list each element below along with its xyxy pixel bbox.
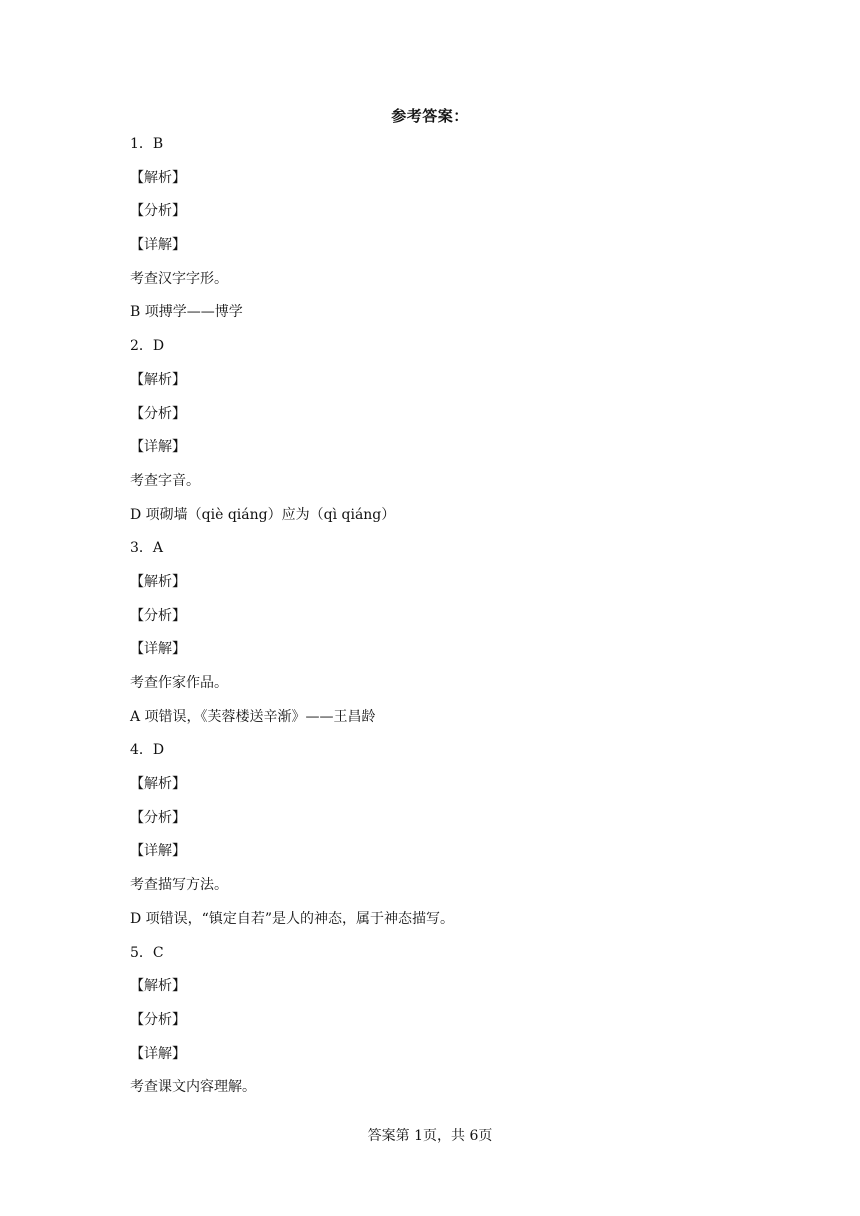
answer-2-topic: 考查字音。 [130,472,200,489]
answer-4-explanation: D 项错误，“镇定自若”是人的神态，属于神态描写。 [130,910,454,927]
answer-2-number: 2．D [130,338,165,355]
answer-2-detail-heading: 【详解】 [130,439,186,456]
answer-content [130,134,750,1111]
answer-1-topic: 考查汉字字形。 [130,270,228,287]
answer-5-number: 5．C [130,944,164,961]
answer-4-topic: 考查描写方法。 [130,877,228,894]
answer-3-topic: 考查作家作品。 [130,675,228,691]
answer-4-analysis-heading: 【解析】 [130,776,186,793]
answer-1-explanation: B 项搏学——博学 [130,304,243,321]
answer-3-number: 3．A [130,540,164,557]
answer-4-fenxi-heading: 【分析】 [130,809,186,826]
answer-5-analysis-heading: 【解析】 [130,978,186,995]
answer-1-detail-heading: 【详解】 [130,237,186,254]
answer-2-analysis-heading: 【解析】 [130,371,186,388]
answer-3-fenxi-heading: 【分析】 [130,607,186,624]
answer-4-detail-heading: 【详解】 [130,843,186,860]
page-footer: 答案第 1页，共 6页 [367,1128,493,1144]
answer-2-fenxi-heading: 【分析】 [130,405,186,422]
answer-5-detail-heading: 【详解】 [130,1045,186,1062]
answer-5-topic: 考查课文内容理解。 [130,1079,256,1096]
answer-3-analysis-heading: 【解析】 [130,573,186,590]
answer-1-number: 1．B [130,136,164,152]
answer-3-explanation: A 项错误，《芙蓉楼送辛渐》——王昌龄 [130,708,376,725]
page-title: 参考答案： [391,107,469,125]
answer-5-fenxi-heading: 【分析】 [130,1011,186,1028]
answer-4-number: 4．D [130,742,165,759]
answer-1-fenxi-heading: 【分析】 [130,203,186,220]
answer-3-detail-heading: 【详解】 [130,641,186,658]
answer-2-explanation: D 项砌墙（qiè qiáng）应为（qì qiáng） [130,506,396,523]
answer-1-analysis-heading: 【解析】 [130,169,186,186]
